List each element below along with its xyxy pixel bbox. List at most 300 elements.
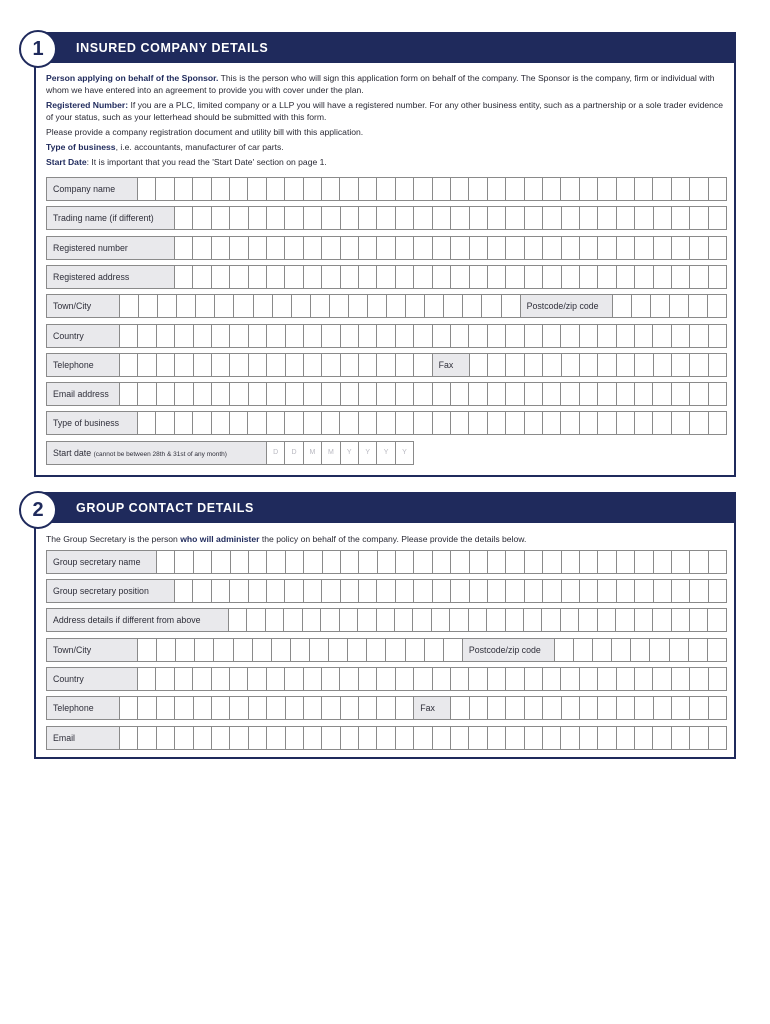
input-cell[interactable] (138, 667, 156, 691)
input-cell[interactable] (359, 177, 377, 201)
input-cell[interactable] (267, 696, 285, 720)
input-cell[interactable] (598, 726, 616, 750)
input-cell[interactable] (709, 236, 727, 260)
input-cell[interactable] (580, 411, 598, 435)
input-cell[interactable] (542, 608, 560, 632)
input-cell[interactable] (506, 579, 524, 603)
input-cell[interactable] (525, 579, 543, 603)
date-year-cell[interactable]: Y (341, 441, 359, 465)
input-cell[interactable] (286, 696, 304, 720)
input-cell[interactable] (395, 608, 413, 632)
input-cell[interactable] (690, 177, 708, 201)
input-cell[interactable] (303, 608, 321, 632)
input-cell[interactable] (377, 206, 395, 230)
group-secretary-name-row[interactable] (46, 550, 727, 574)
input-cell[interactable] (654, 550, 672, 574)
input-cell[interactable] (406, 294, 425, 318)
input-cell[interactable] (488, 324, 506, 348)
input-cell[interactable] (451, 579, 469, 603)
input-cell[interactable] (322, 696, 340, 720)
input-cell[interactable] (396, 353, 414, 377)
input-cell[interactable] (653, 411, 671, 435)
input-cell[interactable] (451, 550, 469, 574)
input-cell[interactable] (562, 353, 580, 377)
input-cell[interactable] (506, 177, 524, 201)
input-cell[interactable] (469, 382, 487, 406)
input-cell[interactable] (396, 550, 414, 574)
input-cell[interactable] (215, 294, 234, 318)
input-cell[interactable] (249, 206, 267, 230)
input-cell[interactable] (543, 726, 561, 750)
input-cell[interactable] (396, 667, 414, 691)
input-cell[interactable] (341, 353, 359, 377)
input-cell[interactable] (378, 550, 396, 574)
input-cell[interactable] (138, 324, 156, 348)
date-day-cell[interactable]: D (267, 441, 285, 465)
input-cell[interactable] (469, 726, 487, 750)
input-cell[interactable] (598, 382, 616, 406)
input-cell[interactable] (414, 236, 432, 260)
input-cell[interactable] (285, 411, 303, 435)
input-cell[interactable] (488, 696, 506, 720)
input-cell[interactable] (322, 579, 340, 603)
input-cell[interactable] (386, 638, 405, 662)
input-cell[interactable] (377, 236, 395, 260)
input-cell[interactable] (304, 726, 322, 750)
input-cell[interactable] (230, 726, 248, 750)
input-cell[interactable] (359, 382, 377, 406)
input-cell[interactable] (249, 265, 267, 289)
input-cell[interactable] (580, 236, 598, 260)
input-cell[interactable] (249, 236, 267, 260)
input-cell[interactable] (635, 382, 653, 406)
input-cell[interactable] (433, 236, 451, 260)
input-cell[interactable] (690, 696, 708, 720)
input-cell[interactable] (396, 206, 414, 230)
input-cell[interactable] (617, 550, 635, 574)
input-cell[interactable] (543, 579, 561, 603)
input-cell[interactable] (617, 667, 635, 691)
input-cell[interactable] (580, 177, 598, 201)
input-cell[interactable] (348, 638, 367, 662)
input-cell[interactable] (469, 324, 487, 348)
input-cell[interactable] (175, 667, 193, 691)
input-cell[interactable] (543, 324, 561, 348)
input-cell[interactable] (359, 411, 377, 435)
input-cell[interactable] (488, 206, 506, 230)
input-cell[interactable] (194, 696, 212, 720)
input-cell[interactable] (561, 608, 579, 632)
input-cell[interactable] (322, 324, 340, 348)
input-cell[interactable] (247, 608, 265, 632)
input-cell[interactable] (341, 382, 359, 406)
input-cell[interactable] (709, 382, 727, 406)
input-cell[interactable] (562, 265, 580, 289)
start-date-row[interactable] (46, 441, 414, 465)
input-cell[interactable] (433, 382, 451, 406)
input-cell[interactable] (672, 411, 690, 435)
input-cell[interactable] (377, 696, 395, 720)
input-cell[interactable] (304, 411, 322, 435)
input-cell[interactable] (561, 667, 579, 691)
input-cell[interactable] (230, 206, 248, 230)
input-cell[interactable] (451, 411, 469, 435)
input-cell[interactable] (451, 206, 469, 230)
input-cell[interactable] (672, 382, 690, 406)
input-cell[interactable] (285, 579, 303, 603)
input-cell[interactable] (291, 638, 310, 662)
input-cell[interactable] (138, 353, 156, 377)
date-month-cell[interactable]: M (304, 441, 322, 465)
input-cell[interactable] (709, 206, 727, 230)
input-cell[interactable] (157, 324, 175, 348)
input-cell[interactable] (231, 550, 249, 574)
input-cell[interactable] (285, 265, 303, 289)
input-cell[interactable] (194, 550, 212, 574)
input-cell[interactable] (598, 411, 616, 435)
input-cell[interactable] (506, 726, 524, 750)
input-cell[interactable] (193, 265, 211, 289)
input-cell[interactable] (525, 353, 543, 377)
input-cell[interactable] (543, 265, 561, 289)
input-cell[interactable] (672, 696, 690, 720)
input-cell[interactable] (488, 550, 506, 574)
input-cell[interactable] (543, 177, 561, 201)
input-cell[interactable] (193, 411, 211, 435)
input-cell[interactable] (654, 696, 672, 720)
input-cell[interactable] (377, 726, 395, 750)
trading-name-row[interactable] (46, 206, 727, 230)
telephone-row[interactable] (46, 696, 727, 720)
input-cell[interactable] (193, 236, 211, 260)
input-cell[interactable] (425, 638, 444, 662)
input-cell[interactable] (285, 236, 303, 260)
input-cell[interactable] (194, 324, 212, 348)
input-cell[interactable] (234, 638, 253, 662)
input-cell[interactable] (617, 236, 635, 260)
input-cell[interactable] (212, 726, 230, 750)
input-cell[interactable] (377, 265, 395, 289)
input-cell[interactable] (304, 667, 322, 691)
input-cell[interactable] (672, 667, 690, 691)
input-cell[interactable] (230, 353, 248, 377)
input-cell[interactable] (193, 177, 211, 201)
input-cell[interactable] (451, 324, 469, 348)
input-cell[interactable] (230, 411, 248, 435)
input-cell[interactable] (138, 726, 156, 750)
input-cell[interactable] (249, 324, 267, 348)
input-cell[interactable] (650, 638, 669, 662)
input-cell[interactable] (322, 411, 340, 435)
input-cell[interactable] (525, 667, 543, 691)
input-cell[interactable] (709, 177, 727, 201)
input-cell[interactable] (340, 667, 358, 691)
input-cell[interactable] (230, 667, 248, 691)
input-cell[interactable] (616, 608, 634, 632)
input-cell[interactable] (156, 667, 174, 691)
input-cell[interactable] (120, 294, 139, 318)
input-cell[interactable] (323, 550, 341, 574)
input-cell[interactable] (690, 236, 708, 260)
input-cell[interactable] (451, 696, 469, 720)
input-cell[interactable] (488, 353, 506, 377)
input-cell[interactable] (488, 579, 506, 603)
input-cell[interactable] (451, 726, 469, 750)
input-cell[interactable] (617, 353, 635, 377)
input-cell[interactable] (396, 324, 414, 348)
input-cell[interactable] (709, 550, 727, 574)
input-cell[interactable] (450, 608, 468, 632)
input-cell[interactable] (690, 667, 708, 691)
input-cell[interactable] (267, 411, 285, 435)
input-cell[interactable] (396, 411, 414, 435)
input-cell[interactable] (311, 294, 330, 318)
input-cell[interactable] (322, 206, 340, 230)
input-cell[interactable] (672, 206, 690, 230)
input-cell[interactable] (254, 294, 273, 318)
input-cell[interactable] (304, 206, 322, 230)
input-cell[interactable] (377, 579, 395, 603)
input-cell[interactable] (469, 411, 487, 435)
input-cell[interactable] (690, 382, 708, 406)
input-cell[interactable] (138, 411, 156, 435)
input-cell[interactable] (175, 382, 193, 406)
input-cell[interactable] (562, 206, 580, 230)
input-cell[interactable] (469, 667, 487, 691)
input-cell[interactable] (368, 294, 387, 318)
input-cell[interactable] (670, 638, 689, 662)
input-cell[interactable] (488, 265, 506, 289)
input-cell[interactable] (524, 608, 542, 632)
input-cell[interactable] (506, 608, 524, 632)
input-cell[interactable] (580, 667, 598, 691)
input-cell[interactable] (635, 411, 653, 435)
input-cell[interactable] (653, 382, 671, 406)
input-cell[interactable] (543, 696, 561, 720)
input-cell[interactable] (212, 206, 230, 230)
input-cell[interactable] (396, 696, 414, 720)
input-cell[interactable] (672, 177, 690, 201)
input-cell[interactable] (617, 177, 635, 201)
input-cell[interactable] (212, 236, 230, 260)
input-cell[interactable] (341, 726, 359, 750)
input-cell[interactable] (654, 579, 672, 603)
input-cell[interactable] (617, 696, 635, 720)
input-cell[interactable] (635, 206, 653, 230)
input-cell[interactable] (212, 382, 230, 406)
input-cell[interactable] (451, 382, 469, 406)
input-cell[interactable] (709, 411, 727, 435)
input-cell[interactable] (617, 411, 635, 435)
input-cell[interactable] (653, 667, 671, 691)
input-cell[interactable] (488, 726, 506, 750)
input-cell[interactable] (690, 265, 708, 289)
date-year-cell[interactable]: Y (396, 441, 414, 465)
date-year-cell[interactable]: Y (377, 441, 395, 465)
input-cell[interactable] (156, 411, 174, 435)
input-cell[interactable] (451, 236, 469, 260)
input-cell[interactable] (506, 382, 524, 406)
input-cell[interactable] (175, 353, 193, 377)
input-cell[interactable] (304, 236, 322, 260)
input-cell[interactable] (341, 206, 359, 230)
input-cell[interactable] (406, 638, 425, 662)
input-cell[interactable] (709, 696, 727, 720)
input-cell[interactable] (139, 294, 158, 318)
input-cell[interactable] (690, 608, 708, 632)
input-cell[interactable] (598, 265, 616, 289)
input-cell[interactable] (175, 696, 193, 720)
input-cell[interactable] (580, 324, 598, 348)
input-cell[interactable] (469, 608, 487, 632)
input-cell[interactable] (414, 382, 432, 406)
date-year-cell[interactable]: Y (359, 441, 377, 465)
input-cell[interactable] (157, 696, 175, 720)
input-cell[interactable] (690, 411, 708, 435)
input-cell[interactable] (230, 324, 248, 348)
company-name-row[interactable] (46, 177, 727, 201)
input-cell[interactable] (690, 726, 708, 750)
input-cell[interactable] (487, 608, 505, 632)
input-cell[interactable] (414, 265, 432, 289)
input-cell[interactable] (322, 382, 340, 406)
input-cell[interactable] (488, 236, 506, 260)
input-cell[interactable] (580, 696, 598, 720)
input-cell[interactable] (175, 324, 193, 348)
input-cell[interactable] (617, 726, 635, 750)
input-cell[interactable] (340, 411, 358, 435)
input-cell[interactable] (690, 550, 708, 574)
group-secretary-position-row[interactable] (46, 579, 727, 603)
input-cell[interactable] (525, 236, 543, 260)
input-cell[interactable] (598, 236, 616, 260)
input-cell[interactable] (267, 177, 285, 201)
input-cell[interactable] (543, 206, 561, 230)
input-cell[interactable] (635, 353, 653, 377)
input-cell[interactable] (543, 667, 561, 691)
input-cell[interactable] (654, 353, 672, 377)
input-cell[interactable] (525, 265, 543, 289)
input-cell[interactable] (377, 353, 395, 377)
input-cell[interactable] (561, 177, 579, 201)
input-cell[interactable] (349, 294, 368, 318)
input-cell[interactable] (561, 726, 579, 750)
input-cell[interactable] (562, 550, 580, 574)
input-cell[interactable] (286, 353, 304, 377)
email-address-row[interactable] (46, 382, 727, 406)
input-cell[interactable] (286, 550, 304, 574)
input-cell[interactable] (272, 638, 291, 662)
input-cell[interactable] (267, 206, 285, 230)
input-cell[interactable] (525, 726, 543, 750)
input-cell[interactable] (341, 579, 359, 603)
input-cell[interactable] (194, 726, 212, 750)
town-city-row[interactable] (46, 638, 727, 662)
input-cell[interactable] (502, 294, 521, 318)
input-cell[interactable] (653, 608, 671, 632)
input-cell[interactable] (451, 265, 469, 289)
input-cell[interactable] (120, 726, 138, 750)
input-cell[interactable] (212, 667, 230, 691)
input-cell[interactable] (470, 265, 488, 289)
input-cell[interactable] (470, 579, 488, 603)
input-cell[interactable] (157, 726, 175, 750)
input-cell[interactable] (525, 550, 543, 574)
country-row[interactable] (46, 667, 727, 691)
input-cell[interactable] (175, 579, 193, 603)
input-cell[interactable] (543, 382, 561, 406)
input-cell[interactable] (654, 206, 672, 230)
input-cell[interactable] (359, 696, 377, 720)
input-cell[interactable] (433, 324, 451, 348)
input-cell[interactable] (196, 294, 215, 318)
input-cell[interactable] (598, 579, 616, 603)
input-cell[interactable] (414, 177, 432, 201)
input-cell[interactable] (377, 411, 395, 435)
input-cell[interactable] (433, 550, 451, 574)
input-cell[interactable] (580, 265, 598, 289)
input-cell[interactable] (158, 294, 177, 318)
input-cell[interactable] (525, 382, 543, 406)
date-day-cell[interactable]: D (285, 441, 303, 465)
input-cell[interactable] (193, 579, 211, 603)
input-cell[interactable] (653, 177, 671, 201)
input-cell[interactable] (690, 324, 708, 348)
input-cell[interactable] (433, 579, 451, 603)
input-cell[interactable] (672, 726, 690, 750)
input-cell[interactable] (396, 236, 414, 260)
input-cell[interactable] (359, 265, 377, 289)
input-cell[interactable] (579, 608, 597, 632)
input-cell[interactable] (212, 411, 230, 435)
input-cell[interactable] (690, 206, 708, 230)
input-cell[interactable] (506, 667, 524, 691)
registered-address-row[interactable] (46, 265, 727, 289)
input-cell[interactable] (120, 696, 138, 720)
input-cell[interactable] (249, 579, 267, 603)
input-cell[interactable] (672, 324, 690, 348)
input-cell[interactable] (433, 265, 451, 289)
input-cell[interactable] (212, 177, 230, 201)
input-cell[interactable] (285, 667, 303, 691)
input-cell[interactable] (653, 726, 671, 750)
input-cell[interactable] (488, 667, 506, 691)
input-cell[interactable] (138, 696, 156, 720)
input-cell[interactable] (304, 382, 322, 406)
input-cell[interactable] (635, 265, 653, 289)
input-cell[interactable] (267, 726, 285, 750)
input-cell[interactable] (562, 696, 580, 720)
input-cell[interactable] (635, 696, 653, 720)
date-month-cell[interactable]: M (322, 441, 340, 465)
input-cell[interactable] (580, 382, 598, 406)
input-cell[interactable] (598, 324, 616, 348)
input-cell[interactable] (195, 638, 214, 662)
input-cell[interactable] (672, 579, 690, 603)
input-cell[interactable] (506, 324, 524, 348)
input-cell[interactable] (635, 236, 653, 260)
input-cell[interactable] (433, 726, 451, 750)
input-cell[interactable] (690, 353, 708, 377)
input-cell[interactable] (598, 696, 616, 720)
input-cell[interactable] (120, 382, 138, 406)
input-cell[interactable] (580, 579, 598, 603)
input-cell[interactable] (286, 324, 304, 348)
input-cell[interactable] (709, 667, 727, 691)
input-cell[interactable] (709, 579, 727, 603)
input-cell[interactable] (433, 206, 451, 230)
input-cell[interactable] (193, 206, 211, 230)
